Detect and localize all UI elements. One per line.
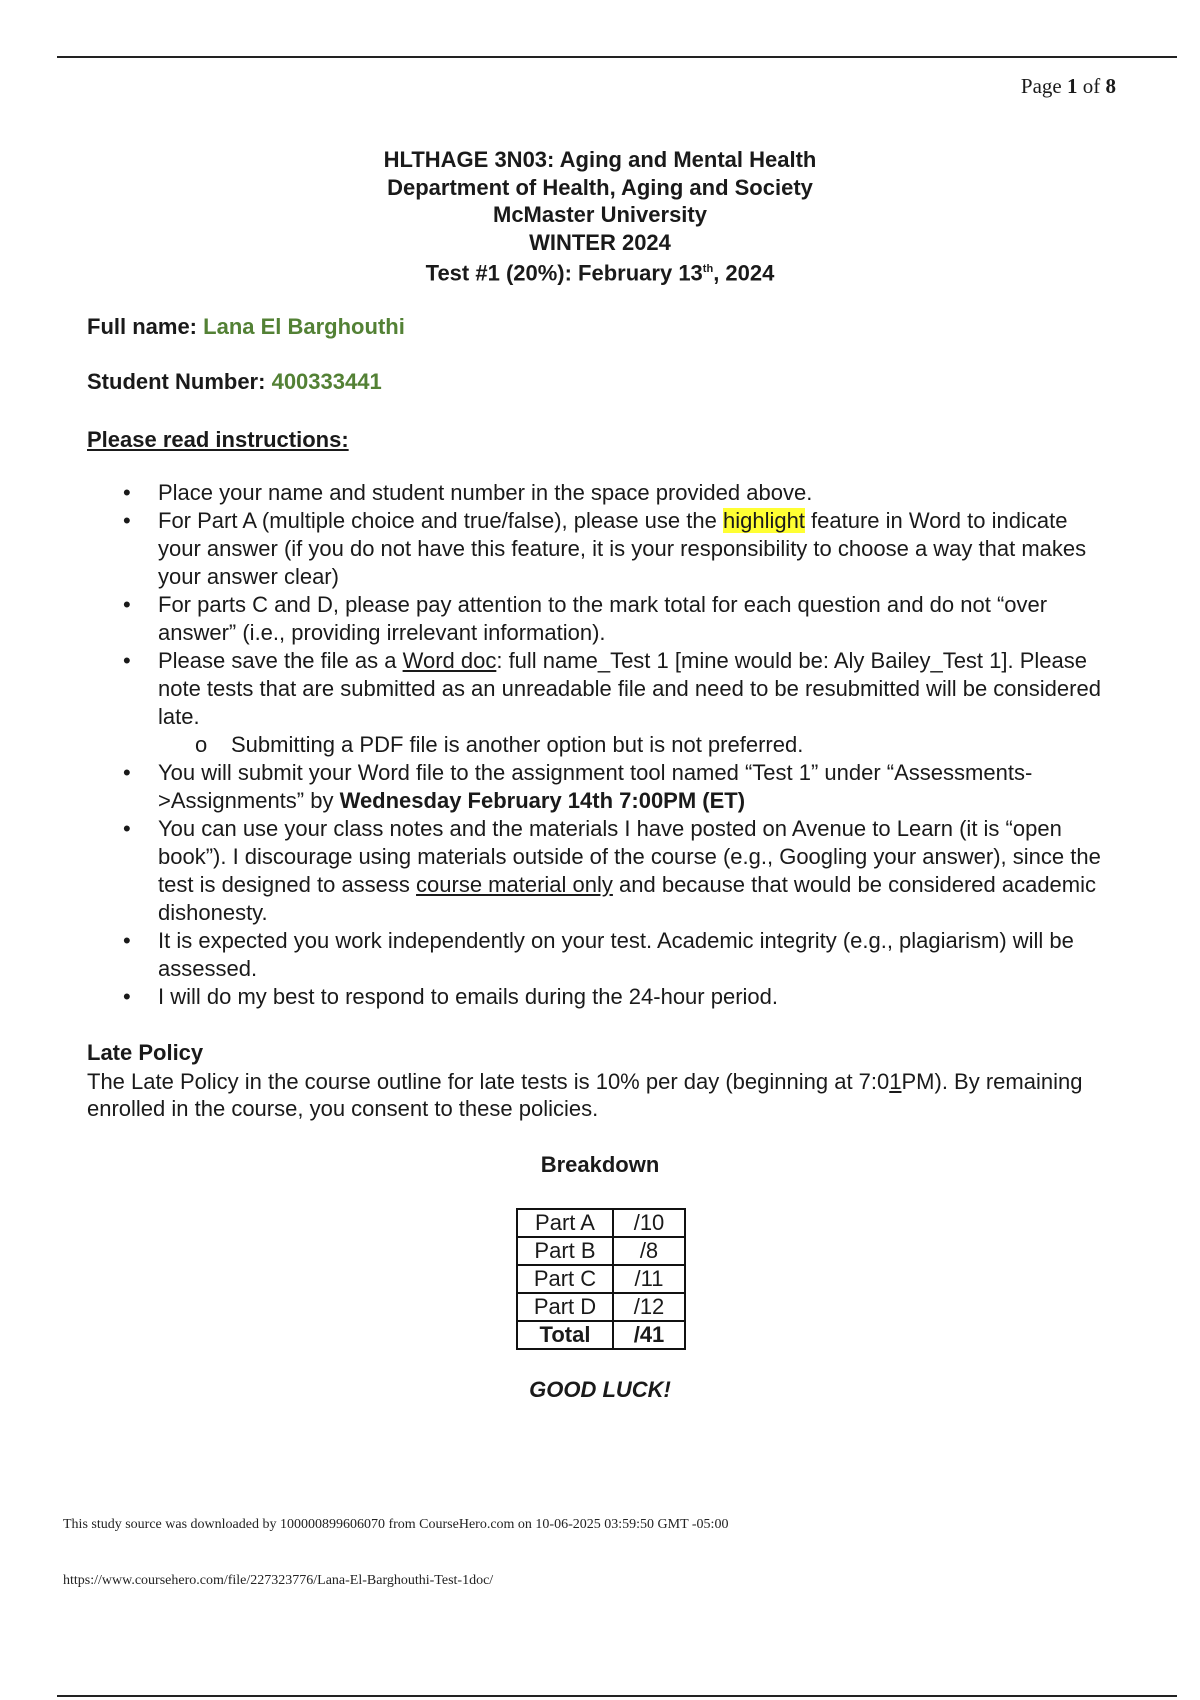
table-row: Part A /10 bbox=[517, 1209, 685, 1237]
student-number-field: Student Number: 400333441 bbox=[87, 369, 382, 394]
course-title: HLTHAGE 3N03: Aging and Mental Health bbox=[383, 147, 817, 172]
department: Department of Health, Aging and Society bbox=[387, 174, 813, 200]
list-item: • It is expected you work independently on your test. Academic integrity (e.g., plagiarism) will be assessed. bbox=[158, 927, 1108, 983]
full-name-value: Lana El Barghouthi bbox=[203, 314, 405, 339]
footer-source: This study source was downloaded by 100000899606070 from CourseHero.com on 10-06-2025 03:59:50 GMT -05:00 bbox=[63, 1517, 729, 1532]
list-item: • I will do my best to respond to emails during the 24-hour period. bbox=[158, 983, 1108, 1011]
instructions-list bbox=[158, 479, 1108, 1011]
university: McMaster University bbox=[493, 202, 707, 227]
list-item: • Please save the file as a Word doc: full name_Test 1 [mine would be: Aly Bailey_Test 1]. Please note tests that are submitted as an unreadable file and need to be resubmitted will be considered late. o Submitting a PDF file is another option but is not preferred. bbox=[158, 647, 1108, 759]
bottom-rule bbox=[57, 1695, 1177, 1697]
document-header bbox=[0, 146, 1200, 287]
table-row: Part C /11 bbox=[517, 1265, 685, 1293]
full-name-field: Full name: Lana El Barghouthi bbox=[87, 314, 405, 339]
footer-url[interactable]: https://www.coursehero.com/file/227323776/Lana-El-Barghouthi-Test-1doc/ bbox=[63, 1573, 494, 1588]
breakdown-title: Breakdown bbox=[540, 1152, 660, 1177]
late-policy-text: The Late Policy in the course outline for late tests is 10% per day (beginning at 7:01PM). By remaining enrolled in the course, you consent to these policies. bbox=[87, 1069, 1083, 1121]
list-item: • You will submit your Word file to the assignment tool named “Test 1” under “Assessments->Assignments” by Wednesday February 14th 7:00PM (ET) bbox=[158, 759, 1108, 815]
breakdown-table bbox=[516, 1208, 686, 1350]
list-item: • For Part A (multiple choice and true/false), please use the highlight feature in Word to indicate your answer (if you do not have this feature, it is your responsibility to choose a way that makes your answer clear) bbox=[158, 507, 1108, 591]
list-item: • Place your name and student number in the space provided above. bbox=[158, 479, 1108, 507]
student-number-value: 400333441 bbox=[271, 369, 382, 394]
good-luck-text: GOOD LUCK! bbox=[529, 1377, 671, 1402]
total-row: Total /41 bbox=[517, 1321, 685, 1349]
sub-list-item: o Submitting a PDF file is another option but is not preferred. bbox=[158, 731, 1108, 759]
highlight-word: highlight bbox=[722, 508, 805, 533]
table-row: Part B /8 bbox=[517, 1237, 685, 1265]
list-item: • You can use your class notes and the materials I have posted on Avenue to Learn (it is “open book”). I discourage using materials outside of the course (e.g., Googling your answer), since the test is designed to assess course material only and because that would be considered academic dishonesty. bbox=[158, 815, 1108, 927]
test-date: Test #1 (20%): February 13th, 2024 bbox=[425, 260, 775, 286]
top-rule bbox=[57, 56, 1177, 58]
instructions-title: Please read instructions: bbox=[87, 427, 349, 452]
late-policy-title: Late Policy bbox=[87, 1040, 204, 1065]
table-row: Part D /12 bbox=[517, 1293, 685, 1321]
page-number: Page 1 of 8 bbox=[1020, 74, 1116, 98]
term: WINTER 2024 bbox=[529, 229, 671, 255]
list-item: • For parts C and D, please pay attention to the mark total for each question and do not “over answer” (i.e., providing irrelevant information). bbox=[158, 591, 1108, 647]
